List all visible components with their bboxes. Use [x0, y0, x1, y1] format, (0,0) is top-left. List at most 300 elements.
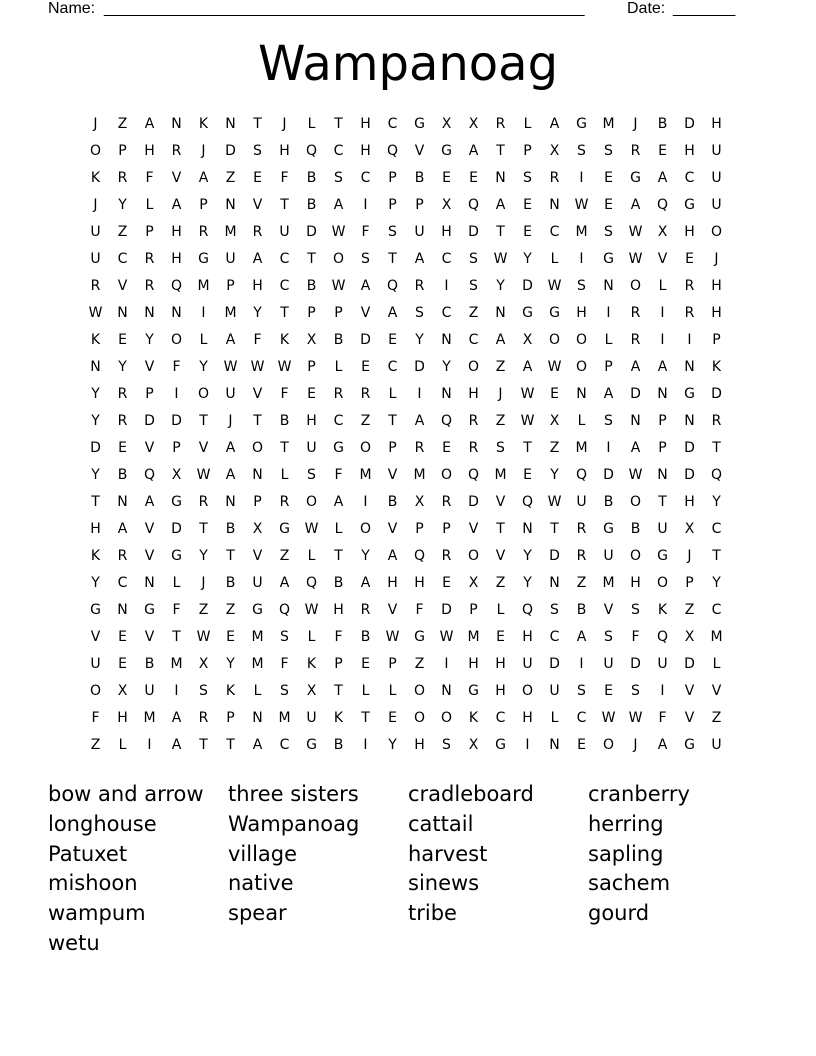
grid-letter: X: [468, 575, 479, 591]
grid-letter: E: [604, 170, 613, 186]
grid-letter: Q: [143, 467, 156, 483]
grid-letter: C: [333, 413, 344, 429]
grid-letter: Q: [386, 278, 399, 294]
grid-letter: L: [145, 197, 154, 213]
grid-letter: W: [331, 278, 346, 294]
grid-letter: B: [144, 656, 155, 672]
grid-letter: T: [253, 413, 262, 429]
grid-letter: U: [603, 656, 614, 672]
grid-letter: R: [117, 413, 128, 429]
grid-letter: L: [577, 413, 586, 429]
grid-letter: A: [630, 359, 641, 375]
grid-letter: O: [629, 494, 642, 510]
grid-letter: O: [413, 683, 426, 699]
grid-letter: H: [387, 575, 398, 591]
grid-letter: T: [334, 683, 343, 699]
grid-letter: G: [684, 737, 695, 753]
grid-letter: L: [550, 251, 559, 267]
grid-letter: Y: [415, 332, 424, 348]
grid-letter: X: [414, 494, 425, 510]
grid-letter: V: [360, 305, 371, 321]
grid-letter: Y: [91, 386, 100, 402]
grid-letter: V: [711, 683, 722, 699]
grid-letter: N: [252, 710, 263, 726]
letter-grid: [82, 113, 730, 761]
grid-letter: D: [171, 521, 182, 537]
grid-letter: I: [660, 305, 665, 321]
grid-letter: T: [496, 224, 505, 240]
grid-letter: D: [684, 440, 695, 456]
grid-letter: G: [144, 602, 155, 618]
header: [48, 0, 748, 20]
grid-letter: C: [117, 251, 128, 267]
grid-letter: X: [522, 332, 533, 348]
grid-letter: P: [226, 710, 235, 726]
grid-letter: D: [522, 278, 533, 294]
grid-letter: P: [604, 359, 613, 375]
grid-letter: M: [602, 116, 615, 132]
grid-letter: R: [198, 494, 209, 510]
grid-letter: H: [252, 278, 263, 294]
grid-letter: A: [657, 170, 668, 186]
grid-letter: U: [225, 386, 236, 402]
grid-letter: X: [441, 197, 452, 213]
grid-letter: L: [604, 332, 613, 348]
grid-letter: T: [226, 548, 235, 564]
grid-letter: A: [576, 629, 587, 645]
grid-letter: R: [630, 332, 641, 348]
grid-letter: T: [658, 494, 667, 510]
grid-letter: W: [547, 494, 562, 510]
grid-letter: R: [117, 386, 128, 402]
grid-letter: N: [171, 116, 182, 132]
grid-letter: D: [441, 602, 452, 618]
grid-letter: U: [90, 251, 101, 267]
grid-letter: A: [495, 197, 506, 213]
grid-letter: R: [117, 548, 128, 564]
grid-letter: L: [334, 359, 343, 375]
grid-letter: Q: [305, 575, 318, 591]
grid-letter: D: [684, 467, 695, 483]
grid-letter: A: [522, 359, 533, 375]
grid-letter: P: [307, 305, 316, 321]
grid-letter: S: [604, 413, 613, 429]
word-list-item: cranberry: [588, 782, 690, 806]
grid-letter: J: [714, 251, 719, 267]
grid-letter: R: [630, 305, 641, 321]
grid-letter: X: [549, 143, 560, 159]
grid-letter: A: [414, 413, 425, 429]
grid-letter: S: [577, 278, 586, 294]
grid-letter: Y: [199, 548, 208, 564]
grid-letter: P: [118, 143, 127, 159]
grid-letter: D: [144, 413, 155, 429]
grid-letter: H: [117, 710, 128, 726]
grid-letter: I: [174, 683, 179, 699]
grid-letter: B: [225, 521, 236, 537]
grid-letter: W: [304, 602, 319, 618]
grid-letter: C: [117, 575, 128, 591]
grid-letter: A: [630, 197, 641, 213]
grid-letter: J: [633, 116, 638, 132]
grid-letter: A: [225, 332, 236, 348]
grid-letter: Y: [523, 548, 532, 564]
grid-letter: W: [493, 251, 508, 267]
grid-letter: G: [171, 548, 182, 564]
grid-letter: G: [630, 170, 641, 186]
grid-letter: F: [280, 170, 289, 186]
grid-letter: S: [631, 602, 640, 618]
grid-letter: F: [631, 629, 640, 645]
grid-letter: W: [196, 629, 211, 645]
grid-letter: O: [575, 332, 588, 348]
grid-letter: O: [89, 143, 102, 159]
grid-letter: R: [711, 413, 722, 429]
grid-letter: M: [467, 629, 480, 645]
grid-letter: N: [495, 170, 506, 186]
grid-letter: U: [522, 656, 533, 672]
grid-letter: V: [198, 440, 209, 456]
grid-letter: O: [251, 440, 264, 456]
grid-letter: U: [711, 197, 722, 213]
grid-letter: R: [468, 440, 479, 456]
grid-letter: B: [279, 413, 290, 429]
grid-letter: I: [606, 305, 611, 321]
grid-letter: T: [199, 413, 208, 429]
grid-letter: E: [523, 224, 532, 240]
grid-letter: N: [684, 359, 695, 375]
grid-letter: D: [468, 494, 479, 510]
grid-letter: Z: [225, 170, 236, 186]
page-title: Wampanoag: [257, 36, 559, 92]
grid-letter: U: [711, 143, 722, 159]
grid-letter: P: [469, 602, 478, 618]
grid-letter: N: [630, 413, 641, 429]
grid-letter: L: [307, 548, 316, 564]
grid-letter: Q: [386, 143, 399, 159]
grid-letter: Z: [684, 602, 695, 618]
grid-letter: H: [441, 224, 452, 240]
grid-letter: K: [198, 116, 209, 132]
grid-letter: V: [387, 467, 398, 483]
grid-letter: C: [711, 521, 722, 537]
grid-letter: Z: [468, 305, 479, 321]
grid-letter: G: [198, 251, 209, 267]
grid-letter: K: [306, 656, 317, 672]
grid-letter: G: [684, 386, 695, 402]
grid-letter: F: [334, 629, 343, 645]
grid-letter: O: [413, 710, 426, 726]
grid-letter: B: [414, 170, 425, 186]
grid-letter: C: [711, 602, 722, 618]
grid-letter: D: [306, 224, 317, 240]
grid-letter: C: [279, 737, 290, 753]
grid-letter: H: [684, 224, 695, 240]
grid-letter: D: [549, 656, 560, 672]
word-list-item: Wampanoag: [228, 811, 360, 836]
grid-letter: R: [333, 386, 344, 402]
grid-letter: H: [495, 683, 506, 699]
grid-letter: H: [333, 602, 344, 618]
grid-letter: A: [252, 251, 263, 267]
grid-letter: B: [387, 494, 398, 510]
grid-letter: L: [388, 386, 397, 402]
grid-letter: H: [360, 116, 371, 132]
grid-letter: O: [359, 440, 372, 456]
grid-letter: B: [360, 629, 371, 645]
grid-letter: O: [467, 359, 480, 375]
grid-letter: W: [196, 467, 211, 483]
grid-letter: E: [388, 332, 397, 348]
grid-letter: U: [90, 224, 101, 240]
grid-letter: U: [711, 737, 722, 753]
grid-letter: B: [306, 170, 317, 186]
grid-letter: E: [361, 656, 370, 672]
grid-letter: Y: [253, 305, 262, 321]
grid-letter: P: [388, 656, 397, 672]
grid-letter: U: [603, 548, 614, 564]
grid-letter: B: [333, 575, 344, 591]
grid-letter: X: [198, 656, 209, 672]
grid-letter: L: [712, 656, 721, 672]
grid-letter: B: [576, 602, 587, 618]
grid-letter: D: [549, 548, 560, 564]
grid-letter: V: [252, 197, 263, 213]
grid-letter: N: [225, 197, 236, 213]
grid-letter: X: [441, 116, 452, 132]
grid-letter: J: [282, 116, 287, 132]
grid-letter: T: [280, 197, 289, 213]
grid-letter: D: [711, 386, 722, 402]
grid-letter: N: [90, 359, 101, 375]
grid-letter: M: [224, 305, 237, 321]
grid-letter: X: [171, 467, 182, 483]
grid-letter: F: [658, 710, 667, 726]
grid-letter: R: [684, 278, 695, 294]
grid-letter: B: [306, 197, 317, 213]
grid-letter: T: [334, 116, 343, 132]
grid-letter: N: [441, 683, 452, 699]
grid-letter: Z: [225, 602, 236, 618]
grid-letter: O: [332, 251, 345, 267]
grid-letter: A: [279, 575, 290, 591]
grid-letter: M: [359, 467, 372, 483]
word-list-item: sachem: [588, 871, 671, 896]
grid-letter: H: [495, 656, 506, 672]
grid-letter: A: [144, 116, 155, 132]
grid-letter: V: [387, 521, 398, 537]
grid-letter: D: [171, 413, 182, 429]
grid-letter: P: [415, 197, 424, 213]
grid-letter: P: [253, 494, 262, 510]
grid-letter: M: [278, 710, 291, 726]
grid-letter: R: [90, 278, 101, 294]
grid-letter: C: [549, 629, 560, 645]
grid-letter: O: [548, 332, 561, 348]
grid-letter: M: [602, 575, 615, 591]
grid-letter: K: [90, 548, 101, 564]
grid-letter: S: [334, 170, 343, 186]
grid-letter: B: [630, 521, 641, 537]
grid-letter: E: [442, 575, 451, 591]
grid-letter: V: [387, 602, 398, 618]
grid-letter: Q: [413, 548, 426, 564]
grid-letter: R: [414, 440, 425, 456]
grid-letter: L: [658, 278, 667, 294]
word-list-item: village: [228, 841, 298, 866]
grid-letter: F: [361, 224, 370, 240]
grid-letter: E: [118, 656, 127, 672]
grid-letter: V: [603, 602, 614, 618]
grid-letter: Y: [199, 359, 208, 375]
grid-letter: A: [171, 197, 182, 213]
grid-letter: V: [144, 440, 155, 456]
grid-letter: J: [93, 197, 98, 213]
grid-letter: G: [279, 521, 290, 537]
grid-letter: N: [252, 467, 263, 483]
grid-letter: G: [684, 197, 695, 213]
word-list-item: cradleboard: [408, 782, 534, 806]
grid-letter: R: [414, 278, 425, 294]
grid-letter: H: [414, 575, 425, 591]
grid-letter: N: [549, 737, 560, 753]
grid-letter: O: [629, 548, 642, 564]
grid-letter: P: [145, 386, 154, 402]
grid-letter: R: [684, 305, 695, 321]
grid-letter: N: [684, 413, 695, 429]
grid-letter: H: [90, 521, 101, 537]
grid-letter: Z: [414, 656, 425, 672]
grid-letter: V: [495, 548, 506, 564]
grid-letter: R: [495, 116, 506, 132]
grid-letter: D: [225, 143, 236, 159]
grid-letter: L: [496, 602, 505, 618]
grid-letter: Y: [226, 656, 235, 672]
grid-letter: G: [603, 251, 614, 267]
grid-letter: Q: [170, 278, 183, 294]
grid-letter: B: [333, 332, 344, 348]
grid-letter: Y: [523, 251, 532, 267]
grid-letter: H: [522, 629, 533, 645]
grid-letter: U: [576, 494, 587, 510]
grid-letter: C: [468, 332, 479, 348]
grid-letter: M: [170, 656, 183, 672]
grid-letter: Y: [145, 332, 154, 348]
grid-letter: G: [90, 602, 101, 618]
grid-letter: W: [628, 224, 643, 240]
grid-letter: W: [88, 305, 103, 321]
grid-letter: I: [606, 440, 611, 456]
grid-letter: F: [172, 359, 181, 375]
grid-letter: I: [660, 332, 665, 348]
grid-letter: A: [225, 467, 236, 483]
grid-letter: S: [361, 251, 370, 267]
grid-letter: A: [657, 737, 668, 753]
grid-letter: R: [576, 521, 587, 537]
grid-letter: T: [496, 521, 505, 537]
grid-letter: H: [414, 737, 425, 753]
grid-letter: S: [523, 170, 532, 186]
grid-letter: S: [577, 683, 586, 699]
grid-letter: J: [201, 575, 206, 591]
grid-letter: V: [144, 521, 155, 537]
grid-letter: K: [225, 683, 236, 699]
grid-letter: V: [117, 278, 128, 294]
grid-letter: T: [226, 737, 235, 753]
grid-letter: P: [199, 197, 208, 213]
grid-letter: C: [387, 359, 398, 375]
grid-letter: G: [576, 116, 587, 132]
grid-letter: D: [603, 467, 614, 483]
grid-letter: S: [496, 440, 505, 456]
grid-letter: V: [90, 629, 101, 645]
grid-letter: P: [307, 359, 316, 375]
grid-letter: H: [360, 143, 371, 159]
grid-letter: M: [494, 467, 507, 483]
grid-letter: K: [657, 602, 668, 618]
grid-letter: N: [657, 386, 668, 402]
grid-letter: F: [172, 602, 181, 618]
grid-letter: G: [468, 683, 479, 699]
grid-letter: H: [171, 251, 182, 267]
grid-letter: X: [117, 683, 128, 699]
grid-letter: O: [602, 737, 615, 753]
grid-letter: Y: [361, 548, 370, 564]
grid-letter: C: [549, 224, 560, 240]
grid-letter: W: [574, 197, 589, 213]
grid-letter: Q: [467, 197, 480, 213]
grid-letter: Q: [521, 494, 534, 510]
grid-letter: T: [712, 548, 721, 564]
grid-letter: C: [684, 170, 695, 186]
grid-letter: E: [550, 386, 559, 402]
grid-letter: L: [307, 116, 316, 132]
grid-letter: O: [629, 278, 642, 294]
word-list-item: wampum: [48, 901, 146, 926]
grid-letter: M: [143, 710, 156, 726]
grid-letter: L: [361, 683, 370, 699]
grid-letter: I: [363, 737, 368, 753]
grid-letter: A: [333, 197, 344, 213]
grid-letter: D: [414, 359, 425, 375]
grid-letter: R: [198, 224, 209, 240]
grid-letter: A: [387, 305, 398, 321]
grid-letter: G: [441, 143, 452, 159]
grid-letter: W: [304, 521, 319, 537]
grid-letter: M: [575, 440, 588, 456]
grid-letter: C: [279, 278, 290, 294]
grid-letter: F: [280, 656, 289, 672]
grid-letter: V: [144, 548, 155, 564]
grid-letter: H: [711, 116, 722, 132]
grid-letter: N: [549, 197, 560, 213]
grid-letter: Y: [712, 494, 721, 510]
grid-letter: A: [144, 494, 155, 510]
grid-letter: L: [307, 629, 316, 645]
grid-letter: D: [360, 332, 371, 348]
grid-letter: S: [442, 737, 451, 753]
grid-letter: Q: [305, 143, 318, 159]
grid-letter: V: [495, 494, 506, 510]
grid-letter: E: [307, 386, 316, 402]
grid-letter: P: [442, 521, 451, 537]
grid-letter: T: [361, 710, 370, 726]
grid-letter: W: [601, 710, 616, 726]
word-list-item: native: [228, 871, 294, 896]
grid-letter: S: [631, 683, 640, 699]
grid-letter: C: [387, 116, 398, 132]
grid-letter: N: [225, 116, 236, 132]
